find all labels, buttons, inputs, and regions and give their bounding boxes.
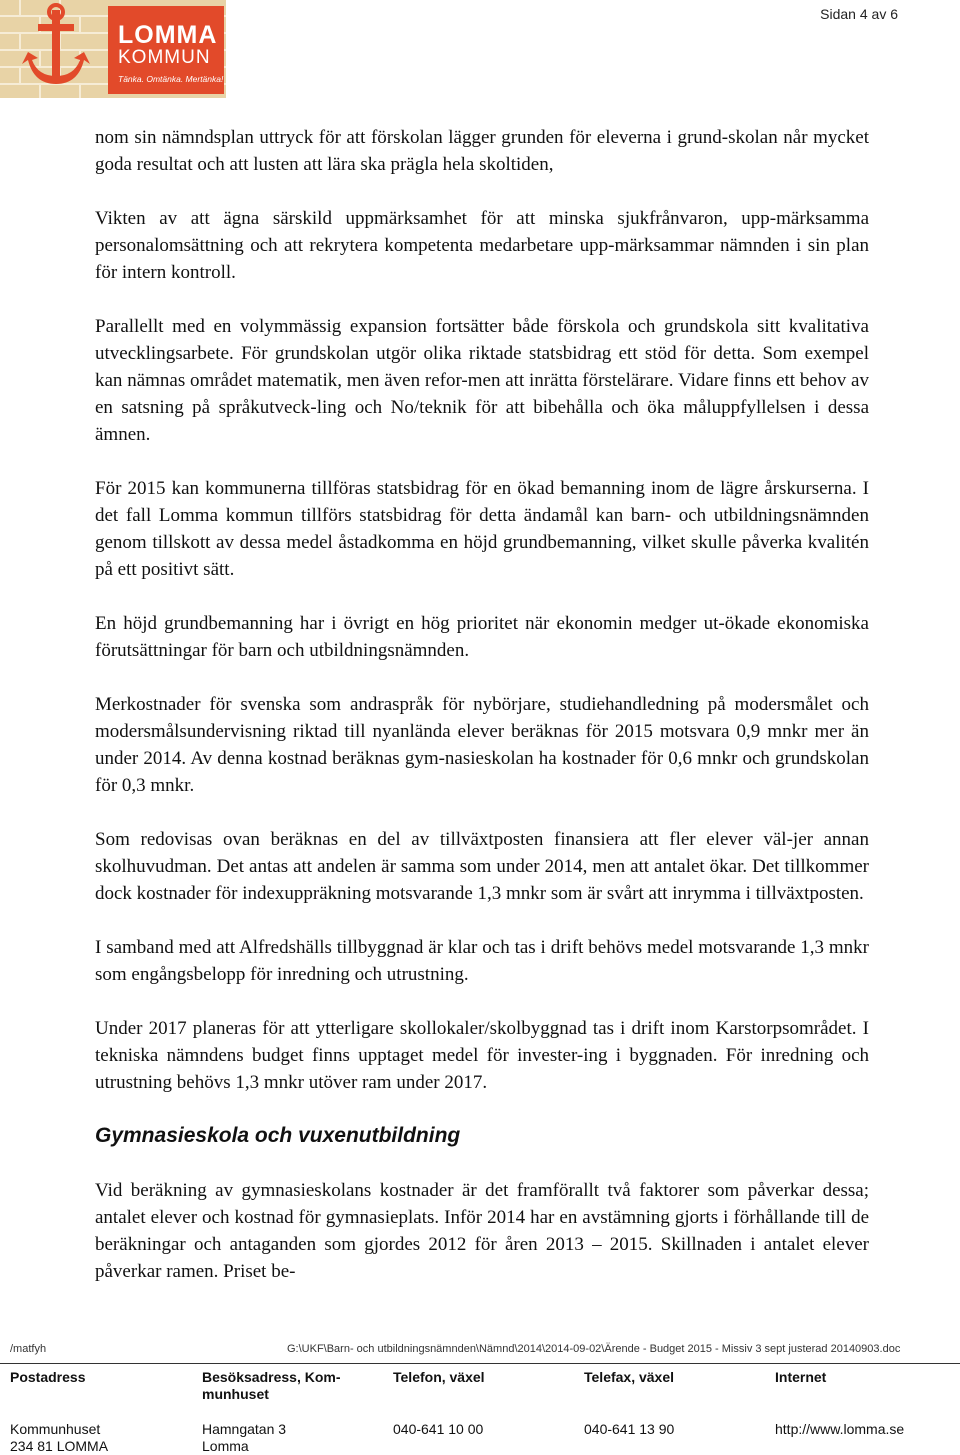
logo-wordmark: [118, 22, 222, 84]
footer-col-value: 040-641 13 90: [584, 1421, 675, 1437]
footer-col-head: Telefax, växel: [584, 1369, 675, 1385]
paragraph: En höjd grundbemanning har i övrigt en hög prioritet när ekonomin medger ut-ökade ekonomiska förutsättningar för barn och utbildningsnämnden.: [95, 613, 869, 661]
paragraph: För 2015 kan kommunerna tillföras statsbidrag för en ökad bemanning inom de lägre årskurserna. I det fall Lomma kommun tillförs statsbidrag för detta ändamål kan barn- och utbildningsnämnden genom tillskott av dessa medel åstadkomma en höjd grundbemanning, vilket skulle påverka kvalitén på ett positivt sätt.: [95, 478, 869, 580]
footer-col-head: Telefon, växel: [393, 1369, 485, 1385]
paragraph: Merkostnader för svenska som andraspråk för nybörjare, studiehandledning på modersmålet och modersmålsundervisning riktad till nyanlända elever beräknas för 2015 motsvara 0,9 mnkr mer än under 2014. Av denna kostnad beräknas gym-nasieskolan ha kostnader för 0,6 mnkr och grundskolan för 0,3 mnkr.: [95, 694, 869, 796]
paragraph: nom sin nämndsplan uttryck för att förskolan lägger grunden för eleverna i grund-skolan når mycket goda resultat och att lusten att lära ska prägla hela skoltiden,: [95, 127, 869, 175]
lomma-kommun-logo: [0, 0, 226, 98]
logo-subname: KOMMUN: [118, 47, 211, 68]
footer-col-visit: [202, 1369, 372, 1455]
footer-col-head: Postadress: [10, 1369, 86, 1385]
footer-col-head: Internet: [775, 1369, 827, 1385]
footer-divider: [0, 1363, 960, 1364]
footer-col-value: Hamngatan 3 Lomma: [202, 1421, 287, 1454]
footer-col-value: 040-641 10 00: [393, 1421, 484, 1437]
footer-col-phone: [393, 1369, 573, 1438]
paragraph: I samband med att Alfredshälls tillbyggnad är klar och tas i drift behövs medel motsvarande 1,3 mnkr som engångsbelopp för inredning och utrustning.: [95, 937, 869, 985]
paragraph: Parallellt med en volymmässig expansion fortsätter både förskola och grundskola sitt kvalitativa utvecklingsarbete. För grundskolan utgör olika riktade statsbidrag ett stöd för detta. Som exempel kan nämnas området matematik, men även refor-men att inrätta förstelärare. Vidare finns ett behov av en satsning på språkutveck-ling och No/teknik för att bibehålla och öka måluppfyllelsen i dessa ämnen.: [95, 316, 869, 445]
logo-name: LOMMA: [118, 21, 218, 49]
paragraph: Vid beräkning av gymnasieskolans kostnader är det framförallt två faktorer som påverkar dessa; antalet elever och kostnad för gymnasieplats. Inför 2014 har en avstämning gjorts i förhållande till de beräkningar och antaganden som gjordes 2012 för åren 2013 – 2015. Skillnaden i antalet elever påverkar ramen. Priset be-: [95, 1180, 869, 1282]
author-signature: /matfyh: [10, 1343, 47, 1355]
file-path: G:\UKF\Barn- och utbildningsnämnden\Nämnd\2014\2014-09-02\Ärende - Budget 2015 - Missiv 3 sept justerad 20140903.doc: [287, 1343, 901, 1355]
paragraph: Vikten av att ägna särskild uppmärksamhet för att minska sjukfrånvaron, upp-märksamma personalomsättning och att rekrytera kompetenta medarbetare upp-märksammar nämnden i sin plan för intern kontroll.: [95, 208, 869, 283]
footer-col-value: Kommunhuset 234 81 LOMMA: [10, 1421, 109, 1454]
paragraph: Som redovisas ovan beräknas en del av tillväxtposten finansiera att fler elever väl-jer annan skolhuvudman. Det antas att andelen är samma som under 2014, men att antalet ökar. Det tillkommer dock kostnader för indexuppräkning motsvarande 1,3 mnkr som är svårt att inrymma i tillväxtposten.: [95, 829, 869, 904]
document-body: [95, 124, 869, 1312]
footer-col-postal: [10, 1369, 190, 1455]
paragraph: Under 2017 planeras för att ytterligare skollokaler/skolbyggnad tas i drift inom Karstorpsområdet. I tekniska nämndens budget finns upptaget medel för invester-ing i byggnaden. För inredning och utrustning behövs 1,3 mnkr utöver ram under 2017.: [95, 1018, 869, 1093]
logo-tagline: Tänka. Omtänka. Mertänka!: [118, 74, 224, 84]
website-link[interactable]: http://www.lomma.se: [775, 1421, 905, 1437]
footer-col-internet: [775, 1369, 955, 1438]
section-heading: Gymnasieskola och vuxenutbildning: [95, 1124, 461, 1147]
footer-col-head: Besöksadress, Kom-munhuset: [202, 1369, 341, 1402]
footer-col-fax: [584, 1369, 764, 1438]
page-number: Sidan 4 av 6: [820, 6, 898, 22]
